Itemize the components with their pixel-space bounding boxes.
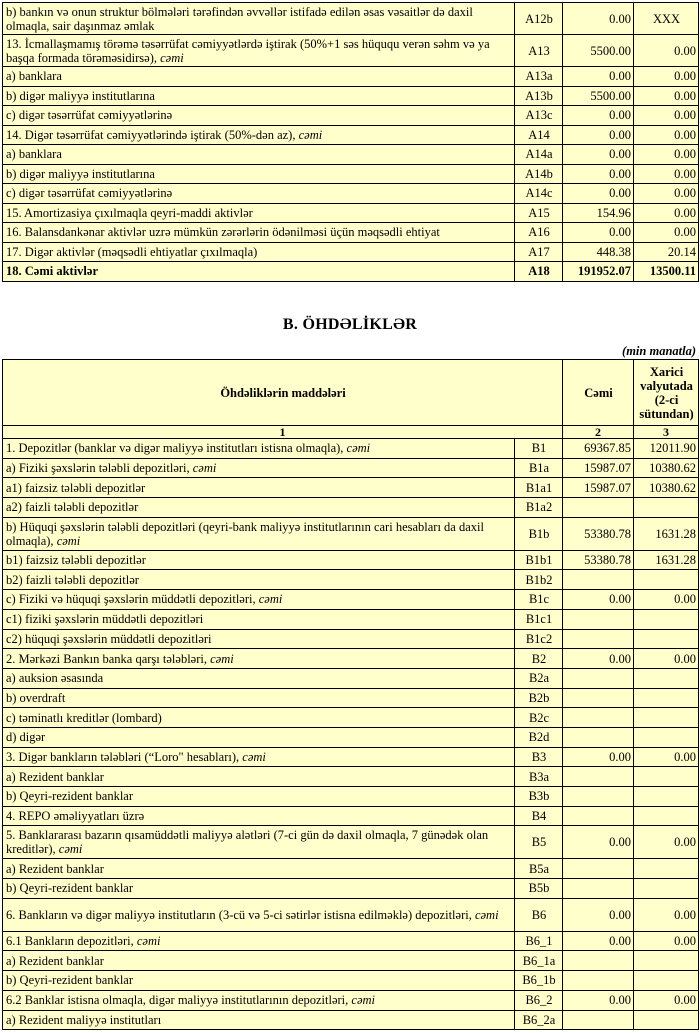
item-label: c) təminatlı kreditlər (lombard) [3,708,515,728]
value-fx: 13500.11 [634,262,699,282]
table-row-B3a [3,767,699,787]
value-fx [634,1010,699,1030]
table-row-A14c [3,184,699,204]
liabilities-header-row [3,360,699,426]
item-code: B1b [515,517,563,550]
item-label-suffix: cəmi [242,749,266,764]
table-row-B3 [3,747,699,767]
value-total [563,629,634,649]
item-code: B2d [515,727,563,747]
item-label: a) Rezident banklar [3,951,515,971]
table-row-B6 [3,898,699,931]
value-fx [634,767,699,787]
liabilities-table-body [3,439,699,1030]
column-number-2: 2 [563,426,634,439]
item-label: 17. Digər aktivlər (məqsədli ehtiyatlar çıxılmaqla) [3,242,515,262]
value-fx [634,668,699,688]
value-fx: 10380.62 [634,458,699,478]
item-code: A12b [515,3,563,35]
item-label: a) Rezident banklar [3,767,515,787]
item-code: A16 [515,223,563,243]
value-fx: 0.00 [634,203,699,223]
item-code: A15 [515,203,563,223]
item-label: a) Fiziki şəxslərin tələbli depozitləri, cəmi [3,458,515,478]
value-fx [634,727,699,747]
item-label-suffix: cəmi [474,907,499,922]
table-row-B5 [3,826,699,859]
item-label: a) Rezident maliyyə institutları [3,1010,515,1030]
item-code: B6_1b [515,971,563,991]
table-row-B4 [3,806,699,826]
value-fx [634,688,699,708]
value-fx: XXX [634,3,699,35]
item-code: B6_2a [515,1010,563,1030]
table-row-A18 [3,262,699,282]
value-total: 0.00 [563,145,634,165]
item-label: 15. Amortizasiya çıxılmaqla qeyri-maddi aktivlər [3,203,515,223]
item-label-suffix: cəmi [136,934,161,949]
value-fx: 0.00 [634,990,699,1010]
item-code: A13c [515,106,563,126]
table-row-B6_1b [3,971,699,991]
value-fx: 0.00 [634,184,699,204]
item-label: 13. İcmallaşmamış törəmə təsərrüfat cəmiyyətlərdə iştirak (50%+1 səs hüququ verən səhm və ya başqa formada törəməsidirsə), cəmi [3,35,515,67]
value-fx [634,971,699,991]
table-row-B1 [3,439,699,459]
table-row-B2c [3,708,699,728]
value-total: 15987.07 [563,458,634,478]
table-row-A17 [3,242,699,262]
value-total [563,879,634,899]
item-label: c) digər təsərrüfat cəmiyyətlərinə [3,106,515,126]
item-code: B3b [515,787,563,807]
header-items-label: Öhdəliklərin maddələri [3,360,563,426]
table-row-B5a [3,859,699,879]
value-total [563,498,634,518]
item-code: B5b [515,879,563,899]
item-code: B2a [515,668,563,688]
value-fx [634,879,699,899]
value-total [563,609,634,629]
table-row-B1c [3,590,699,610]
value-fx [634,570,699,590]
item-label: 4. REPO əməliyyatları üzrə [3,806,515,826]
value-total [563,951,634,971]
table-row-B6_2 [3,990,699,1010]
table-row-A13b [3,86,699,106]
header-total-label: Cəmi [563,360,634,426]
item-code: B3a [515,767,563,787]
table-row-B2a [3,668,699,688]
value-total: 154.96 [563,203,634,223]
item-code: B1a2 [515,498,563,518]
item-code: A14 [515,125,563,145]
value-total: 69367.85 [563,439,634,459]
value-fx: 0.00 [634,67,699,87]
item-label: b) bankın və onun struktur bölmələri tərəfindən əvvəllər istifadə edilən əsas vəsaitlər də daxil olmaqla, sair daşınmaz əmlak [3,3,515,35]
value-fx [634,787,699,807]
value-total: 0.00 [563,931,634,951]
value-fx [634,708,699,728]
item-label: 5. Banklararası bazarın qısamüddətli maliyyə alətləri (7-ci gün də daxil olmaqla, 7 günədək olan kreditlər), cəmi [3,826,515,859]
value-fx [634,498,699,518]
value-total: 0.00 [563,990,634,1010]
value-total: 0.00 [563,125,634,145]
item-code: B6_2 [515,990,563,1010]
assets-table-body [3,3,699,282]
value-fx: 0.00 [634,590,699,610]
value-fx: 0.00 [634,164,699,184]
item-label: 1. Depozitlər (banklar və digər maliyyə institutları istisna olmaqla), cəmi [3,439,515,459]
item-code: B5a [515,859,563,879]
table-row-A13a [3,67,699,87]
value-total: 5500.00 [563,86,634,106]
value-fx [634,629,699,649]
value-fx: 0.00 [634,649,699,669]
item-label: d) digər [3,727,515,747]
item-code: B2c [515,708,563,728]
item-label-suffix: cəmi [298,127,323,142]
item-label: c2) hüquqi şəxslərin müddətli depozitləri [3,629,515,649]
table-row-A16 [3,223,699,243]
value-total: 0.00 [563,67,634,87]
table-row-B6_2a [3,1010,699,1030]
item-label: 6. Bankların və digər maliyyə institutların (3-cü və 5-ci sətirlər istisna edilməklə) depozitləri, cəmi [3,898,515,931]
item-label-suffix: cəmi [346,441,371,456]
value-total: 0.00 [563,590,634,610]
item-label: c) Fiziki və hüquqi şəxslərin müddətli depozitləri, cəmi [3,590,515,610]
item-label: 3. Digər bankların tələbləri (“Loro" hesabları), cəmi [3,747,515,767]
item-label-suffix: cəmi [210,651,234,666]
item-label-suffix: cəmi [258,592,283,607]
value-fx: 0.00 [634,106,699,126]
item-code: B1c1 [515,609,563,629]
item-label: b) overdraft [3,688,515,708]
item-code: B6_1a [515,951,563,971]
value-total [563,787,634,807]
item-code: B5 [515,826,563,859]
value-total: 0.00 [563,898,634,931]
item-label: a) banklara [3,145,515,165]
item-code: A17 [515,242,563,262]
table-row-B1c1 [3,609,699,629]
table-row-A15 [3,203,699,223]
assets-table [2,2,699,282]
value-total [563,859,634,879]
table-row-A14a [3,145,699,165]
item-code: A13b [515,86,563,106]
value-total: 0.00 [563,164,634,184]
item-label: b) digər maliyyə institutlarına [3,86,515,106]
value-total [563,1010,634,1030]
value-fx: 0.00 [634,826,699,859]
item-label: a2) faizli tələbli depozitlər [3,498,515,518]
value-fx: 1631.28 [634,550,699,570]
value-total: 53380.78 [563,550,634,570]
value-fx [634,859,699,879]
value-fx: 0.00 [634,747,699,767]
item-label: b1) faizsiz tələbli depozitlər [3,550,515,570]
item-label: a1) faizsiz tələbli depozitlər [3,478,515,498]
value-total [563,767,634,787]
item-code: B3 [515,747,563,767]
item-code: B1c [515,590,563,610]
column-number-1: 1 [3,426,563,439]
item-label: a) Rezident banklar [3,859,515,879]
item-label: b) Qeyri-rezident banklar [3,971,515,991]
item-code: B1b2 [515,570,563,590]
value-fx: 0.00 [634,145,699,165]
value-total: 0.00 [563,223,634,243]
item-label-suffix: cəmi [192,461,217,476]
unit-note: (min manatla) [622,344,696,358]
table-row-B2 [3,649,699,669]
table-row-B1c2 [3,629,699,649]
item-label: a) auksion əsasında [3,668,515,688]
item-code: A13a [515,67,563,87]
column-number-row [3,426,699,439]
item-code: A14a [515,145,563,165]
value-total [563,688,634,708]
item-code: B1a [515,458,563,478]
item-code: A14b [515,164,563,184]
item-code: B6_1 [515,931,563,951]
item-label: b) Qeyri-rezident banklar [3,787,515,807]
value-fx [634,609,699,629]
item-code: B1c2 [515,629,563,649]
value-total: 0.00 [563,184,634,204]
value-fx [634,951,699,971]
item-code: A14c [515,184,563,204]
value-fx: 0.00 [634,35,699,67]
item-code: B6 [515,898,563,931]
value-total [563,806,634,826]
value-total [563,971,634,991]
table-row-B1a2 [3,498,699,518]
value-total: 15987.07 [563,478,634,498]
item-label: b) digər maliyyə institutlarına [3,164,515,184]
value-total [563,668,634,688]
header-fx-label: Xarici valyutada (2-ci sütundan) [634,360,699,426]
value-fx: 0.00 [634,125,699,145]
item-code: B2 [515,649,563,669]
value-total: 0.00 [563,649,634,669]
value-total: 0.00 [563,106,634,126]
value-fx: 12011.90 [634,439,699,459]
value-fx: 0.00 [634,931,699,951]
table-row-B6_1a [3,951,699,971]
value-total [563,708,634,728]
table-row-B6_1 [3,931,699,951]
item-label: a) banklara [3,67,515,87]
value-fx: 0.00 [634,86,699,106]
value-total: 0.00 [563,3,634,35]
item-label: 18. Cəmi aktivlər [3,262,515,282]
table-row-A14 [3,125,699,145]
value-total [563,570,634,590]
item-code: A18 [515,262,563,282]
item-label: 16. Balansdankənar aktivlər uzrə mümkün zərərlərin ödənilməsi üçün məqsədli ehtiyat [3,223,515,243]
value-fx: 0.00 [634,223,699,243]
table-row-B1b [3,517,699,550]
item-label-suffix: cəmi [160,50,184,65]
item-label: c1) fiziki şəxslərin müddətli depozitləri [3,609,515,629]
value-total: 53380.78 [563,517,634,550]
liabilities-table [2,359,699,1030]
item-label: b2) faizli tələbli depozitlər [3,570,515,590]
item-code: A13 [515,35,563,67]
item-label-suffix: cəmi [351,993,376,1008]
table-row-B5b [3,879,699,899]
table-row-B1b1 [3,550,699,570]
table-row-B2d [3,727,699,747]
item-label-suffix: cəmi [58,842,83,857]
item-code: B1 [515,439,563,459]
section-title: B. ÖHDƏLİKLƏR [282,316,418,333]
value-total [563,727,634,747]
item-label: b) Qeyri-rezident banklar [3,879,515,899]
column-number-3: 3 [634,426,699,439]
table-row-B3b [3,787,699,807]
value-fx: 1631.28 [634,517,699,550]
table-row-B2b [3,688,699,708]
value-fx: 0.00 [634,898,699,931]
table-row-A14b [3,164,699,184]
table-row-A13 [3,35,699,67]
item-label-suffix: cəmi [56,533,81,548]
value-fx: 10380.62 [634,478,699,498]
value-total: 448.38 [563,242,634,262]
item-code: B1a1 [515,478,563,498]
item-label: 6.2 Banklar istisna olmaqla, digər maliyyə institutlarının depozitləri, cəmi [3,990,515,1010]
item-label: 6.1 Bankların depozitləri, cəmi [3,931,515,951]
table-row-A13c [3,106,699,126]
table-row-B1b2 [3,570,699,590]
table-row-B1a [3,458,699,478]
value-total: 5500.00 [563,35,634,67]
value-fx: 20.14 [634,242,699,262]
item-label: b) Hüquqi şəxslərin tələbli depozitləri (qeyri-bank maliyyə institutlarının cari hesabları da daxil olmaqla), cəmi [3,517,515,550]
item-label: 2. Mərkəzi Bankın banka qarşı tələbləri, cəmi [3,649,515,669]
value-total: 0.00 [563,747,634,767]
item-code: B1b1 [515,550,563,570]
item-label: 14. Digər təsərrüfat cəmiyyətlərində iştirak (50%-dən az), cəmi [3,125,515,145]
value-total: 191952.07 [563,262,634,282]
value-total: 0.00 [563,826,634,859]
table-row-B1a1 [3,478,699,498]
item-code: B2b [515,688,563,708]
table-row-A12b [3,3,699,35]
value-fx [634,806,699,826]
item-label: c) digər təsərrüfat cəmiyyətlərinə [3,184,515,204]
item-code: B4 [515,806,563,826]
